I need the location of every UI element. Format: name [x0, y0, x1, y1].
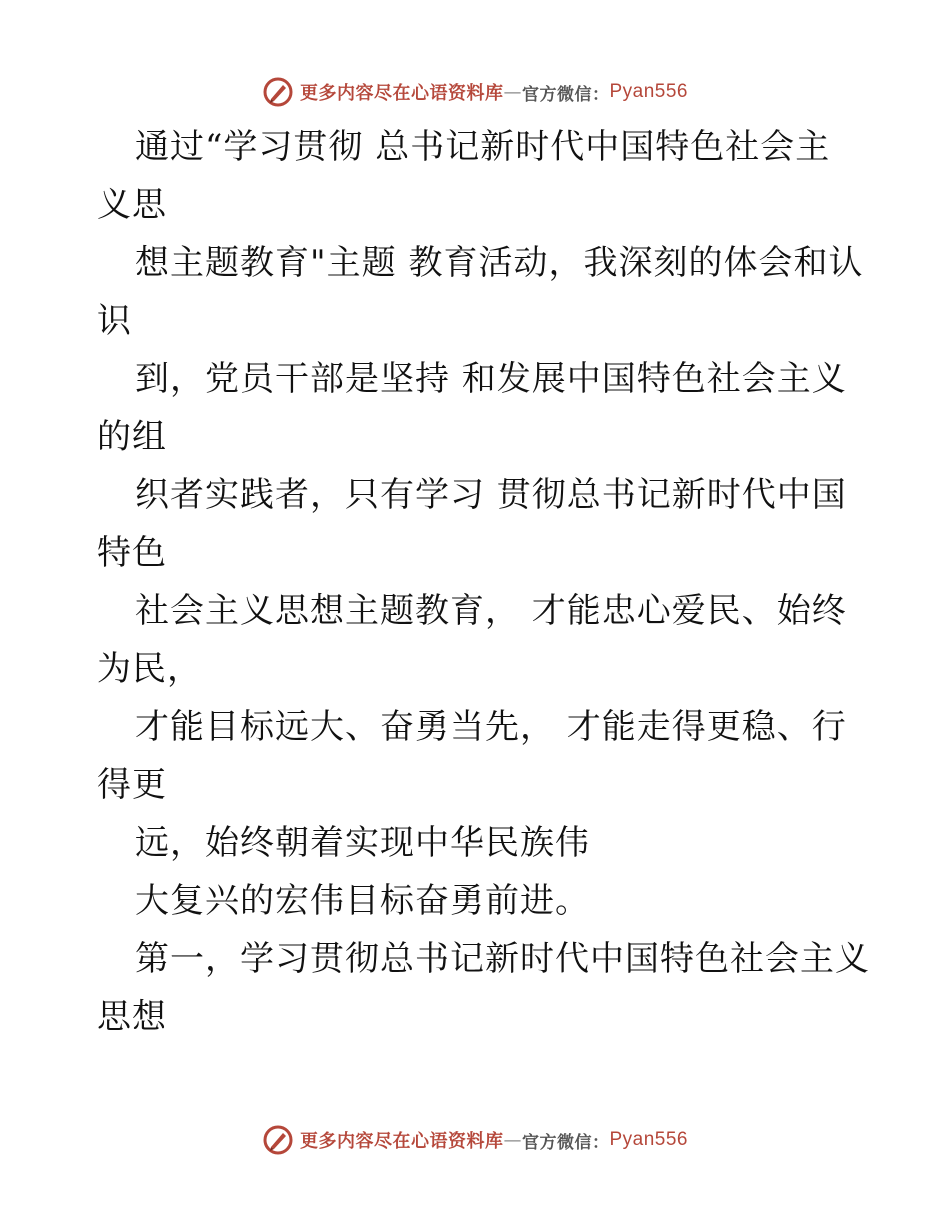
- header-separator: —: [503, 81, 522, 103]
- body-line: 社会主义思想主题教育， 才能忠心爱民、始终: [135, 591, 847, 631]
- body-line: 特色: [97, 533, 167, 573]
- body-line: 思想: [97, 997, 167, 1037]
- header-contact-id: Pyan556: [609, 81, 688, 102]
- footer-separator: —: [503, 1129, 522, 1151]
- body-line: 大复兴的宏伟目标奋勇前进。: [135, 881, 590, 921]
- footer-contact-label: 官方微信：: [521, 1132, 610, 1153]
- footer-site-text: 更多内容尽在心语资料库: [299, 1131, 504, 1152]
- body-line: 第一，学习贯彻总书记新时代中国特色社会主义: [135, 939, 870, 979]
- body-line: 义思: [97, 185, 167, 225]
- body-line: 通过“学习贯彻 总书记新时代中国特色社会主: [135, 127, 831, 167]
- body-line: 的组: [97, 417, 167, 457]
- body-line: 远，始终朝着实现中华民族伟: [135, 823, 590, 863]
- pen-logo-icon: [262, 1124, 294, 1156]
- footer-banner: [0, 1120, 950, 1160]
- header-banner: [0, 72, 950, 112]
- body-line: 识: [97, 301, 132, 341]
- footer-contact-id: Pyan556: [609, 1129, 688, 1150]
- document-body: [97, 118, 870, 1046]
- body-line: 到，党员干部是坚持 和发展中国特色社会主义: [135, 359, 847, 399]
- body-line: 想主题教育"主题 教育活动，我深刻的体会和认: [135, 243, 864, 283]
- header-contact-label: 官方微信：: [521, 84, 610, 105]
- body-line: 得更: [97, 765, 167, 805]
- header-site-text: 更多内容尽在心语资料库: [299, 83, 504, 104]
- pen-logo-icon: [262, 76, 294, 108]
- body-line: 为民，: [97, 649, 202, 689]
- body-line: 织者实践者，只有学习 贯彻总书记新时代中国: [135, 475, 847, 515]
- body-line: 才能目标远大、奋勇当先， 才能走得更稳、行: [135, 707, 847, 747]
